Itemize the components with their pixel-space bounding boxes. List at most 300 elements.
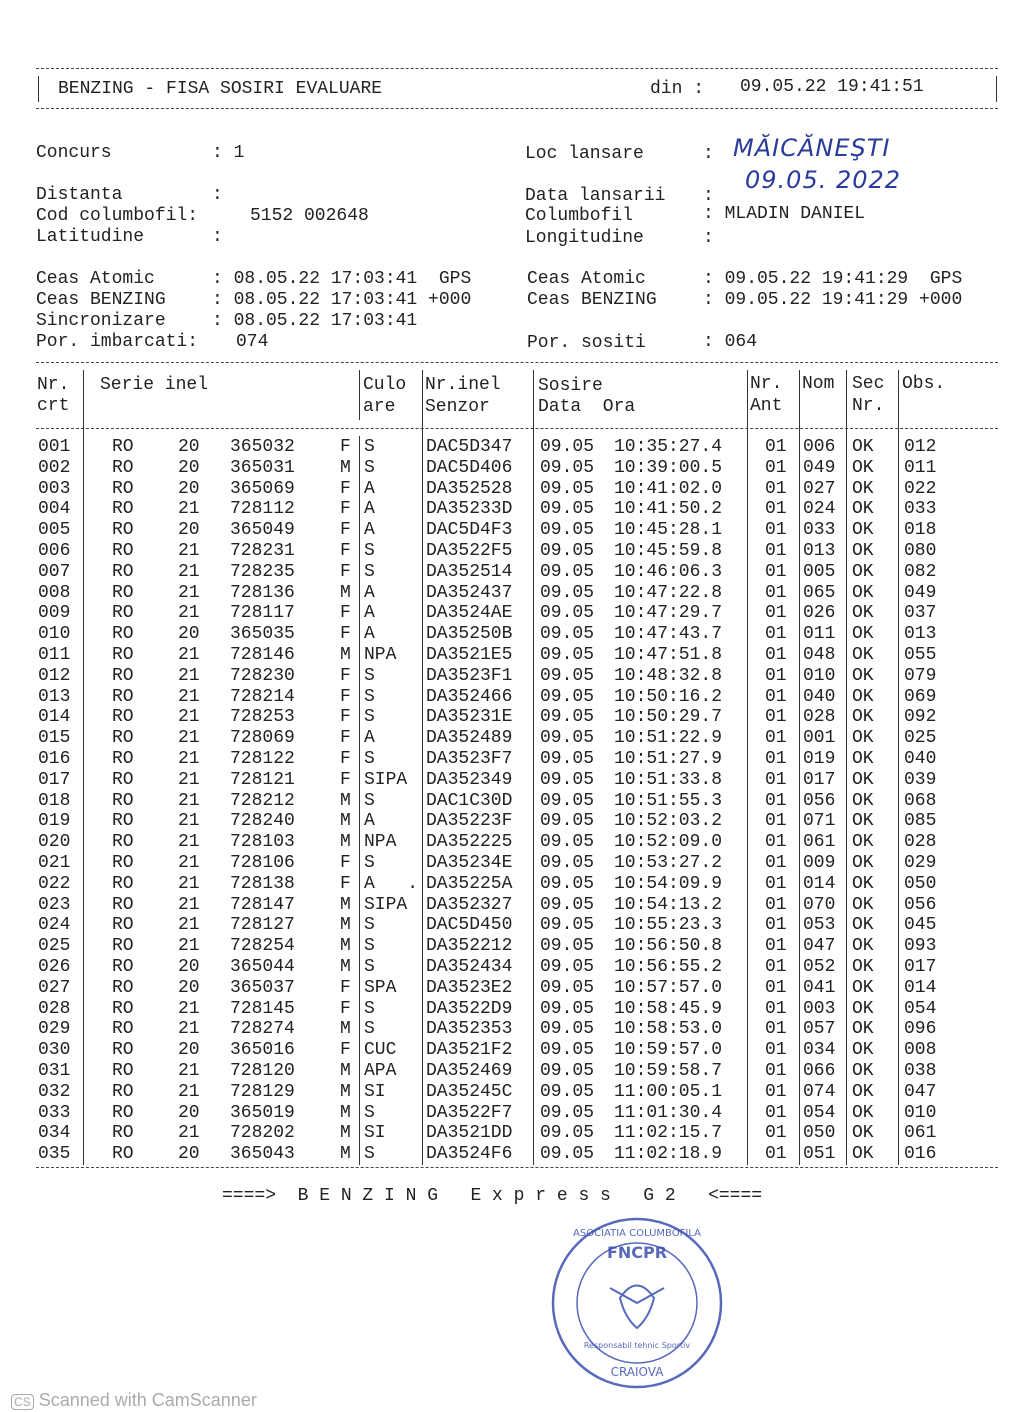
cell-date: 09.05	[540, 977, 595, 998]
cell-color: A	[364, 603, 375, 624]
cell-sex: F	[340, 998, 351, 1019]
cell-date: 09.05	[540, 582, 595, 603]
cell-date: 09.05	[540, 624, 595, 645]
cell-ring-number: 365032	[230, 437, 295, 457]
cell-date: 09.05	[540, 645, 595, 665]
cell-nr-crt: 034	[38, 1123, 71, 1144]
cell-sex: M	[340, 957, 351, 977]
cell-date: 09.05	[540, 873, 595, 894]
colon: :	[703, 228, 714, 248]
cell-sec-nr: OK	[852, 915, 874, 936]
cell-date: 09.05	[540, 499, 595, 520]
cell-nom: 010	[803, 665, 836, 686]
din-label: din :	[650, 79, 705, 99]
cell-country: RO	[112, 624, 134, 645]
cell-ring-number: 728120	[230, 1061, 295, 1081]
cell-year: 21	[178, 998, 200, 1019]
cell-time: 10:54:13.2	[614, 894, 723, 915]
cell-nr-ant: 01	[765, 1061, 787, 1081]
cell-country: RO	[112, 728, 134, 749]
header-sec: Sec	[852, 374, 885, 394]
cell-sensor-ring: DA35245C	[426, 1081, 513, 1102]
table-row	[0, 832, 1024, 853]
cell-country: RO	[112, 811, 134, 832]
cell-nr-crt: 028	[38, 998, 71, 1019]
cell-nr-ant: 01	[765, 686, 787, 707]
cell-nr-ant: 01	[765, 811, 787, 832]
cell-time: 10:55:23.3	[614, 915, 723, 936]
cell-nr-ant: 01	[765, 790, 787, 811]
cell-sec-nr: OK	[852, 1123, 874, 1144]
cell-obs: 055	[904, 645, 937, 665]
cell-nom: 061	[803, 832, 836, 853]
cell-date: 09.05	[540, 665, 595, 686]
cell-nr-crt: 035	[38, 1144, 71, 1165]
cell-year: 20	[178, 957, 200, 977]
cell-date: 09.05	[540, 541, 595, 561]
cell-sensor-ring: DA3522F5	[426, 541, 513, 561]
cell-date: 09.05	[540, 1061, 595, 1081]
cell-sensor-ring: DA352212	[426, 936, 513, 957]
latitudine-label: Latitudine	[36, 227, 145, 247]
cell-obs: 025	[904, 728, 937, 749]
cell-sensor-ring: DA3522F7	[426, 1102, 513, 1123]
cell-nr-crt: 020	[38, 832, 71, 853]
cell-sensor-ring: DA3521F2	[426, 1040, 513, 1061]
cell-nr-ant: 01	[765, 478, 787, 499]
cell-ring-number: 728129	[230, 1081, 295, 1102]
table-row	[0, 1103, 1024, 1124]
cell-sec-nr: OK	[852, 645, 874, 665]
din-value: 09.05.22 19:41:51	[740, 77, 924, 97]
cell-date: 09.05	[540, 437, 595, 457]
cell-date: 09.05	[540, 811, 595, 832]
table-row	[0, 957, 1024, 978]
cell-year: 21	[178, 561, 200, 582]
cell-nr-crt: 003	[38, 478, 71, 499]
header-nr-ant: Nr.	[750, 374, 783, 394]
cell-nr-crt: 014	[38, 707, 71, 728]
table-row	[0, 791, 1024, 812]
cell-sensor-ring: DA3521DD	[426, 1123, 513, 1144]
cell-nr-crt: 005	[38, 520, 71, 541]
cell-ring-number: 365037	[230, 977, 295, 998]
stamp-inner-text: Responsabil tehnic Sportiv	[583, 1341, 691, 1350]
cell-sensor-ring: DA35234E	[426, 853, 513, 873]
cell-year: 21	[178, 1061, 200, 1081]
cell-country: RO	[112, 1102, 134, 1123]
cell-nr-crt: 021	[38, 853, 71, 873]
cell-ring-number: 728136	[230, 582, 295, 603]
cell-time: 10:51:22.9	[614, 728, 723, 749]
cell-ring-number: 728147	[230, 894, 295, 915]
cell-sex: M	[340, 936, 351, 957]
cell-nr-ant: 01	[765, 1123, 787, 1144]
cell-color: S	[364, 957, 375, 977]
cell-country: RO	[112, 499, 134, 520]
cell-color: NPA	[364, 832, 397, 853]
cell-sensor-ring: DA352514	[426, 561, 513, 582]
cell-color: S	[364, 998, 375, 1019]
cell-country: RO	[112, 541, 134, 561]
cell-country: RO	[112, 832, 134, 853]
cell-obs: 012	[904, 437, 937, 457]
cell-sex: M	[340, 1123, 351, 1144]
cell-sex: F	[340, 728, 351, 749]
cell-nom: 054	[803, 1102, 836, 1123]
concurs-value: : 1	[212, 143, 245, 163]
cell-ring-number: 728138	[230, 873, 295, 894]
cell-year: 21	[178, 853, 200, 873]
cell-time: 10:47:51.8	[614, 645, 723, 665]
cell-time: 10:51:33.8	[614, 769, 723, 790]
cell-ring-number: 365031	[230, 457, 295, 478]
cell-year: 21	[178, 749, 200, 769]
cell-nr-crt: 030	[38, 1040, 71, 1061]
cell-time: 10:51:55.3	[614, 790, 723, 811]
cell-sex: M	[340, 1019, 351, 1040]
cell-obs: 033	[904, 499, 937, 520]
cell-nr-ant: 01	[765, 582, 787, 603]
cell-nr-ant: 01	[765, 1040, 787, 1061]
table-row	[0, 915, 1024, 936]
header-border-left	[38, 76, 39, 102]
cell-country: RO	[112, 769, 134, 790]
cell-sec-nr: OK	[852, 1019, 874, 1040]
cell-nr-ant: 01	[765, 728, 787, 749]
cell-time: 10:52:09.0	[614, 832, 723, 853]
cell-year: 21	[178, 645, 200, 665]
cell-ring-number: 365019	[230, 1102, 295, 1123]
stamp-seal	[540, 1208, 740, 1398]
cell-time: 10:59:57.0	[614, 1040, 723, 1061]
cell-year: 21	[178, 1123, 200, 1144]
table-row	[0, 1040, 1024, 1061]
cell-ring-number: 728106	[230, 853, 295, 873]
cell-sec-nr: OK	[852, 541, 874, 561]
cell-country: RO	[112, 1061, 134, 1081]
cell-sensor-ring: DA352437	[426, 582, 513, 603]
cell-nom: 071	[803, 811, 836, 832]
cell-sex: F	[340, 520, 351, 541]
table-rule-top	[36, 362, 998, 363]
cell-time: 10:47:22.8	[614, 582, 723, 603]
cell-nom: 040	[803, 686, 836, 707]
concurs-label: Concurs	[36, 143, 112, 163]
cell-time: 10:47:29.7	[614, 603, 723, 624]
header-crt: crt	[37, 396, 70, 416]
cell-date: 09.05	[540, 790, 595, 811]
cell-date: 09.05	[540, 728, 595, 749]
cell-sex: F	[340, 541, 351, 561]
cell-color: SI	[364, 1081, 386, 1102]
cell-sec-nr: OK	[852, 582, 874, 603]
camscanner-logo-icon: CS	[11, 1394, 34, 1410]
cell-sec-nr: OK	[852, 894, 874, 915]
cell-sex: M	[340, 1081, 351, 1102]
cell-date: 09.05	[540, 603, 595, 624]
cell-time: 10:39:00.5	[614, 457, 723, 478]
cell-year: 20	[178, 977, 200, 998]
colon: :	[212, 185, 223, 205]
cell-color: SI	[364, 1123, 386, 1144]
cell-color: S	[364, 915, 375, 936]
cell-sensor-ring: DA352353	[426, 1019, 513, 1040]
ceas-atomic-left-label: Ceas Atomic	[36, 269, 155, 289]
header-nr-inel: Nr.inel	[425, 375, 501, 395]
cell-sensor-ring: DA352434	[426, 957, 513, 977]
table-row	[0, 645, 1024, 666]
cell-date: 09.05	[540, 561, 595, 582]
cell-sex: M	[340, 790, 351, 811]
cell-year: 21	[178, 665, 200, 686]
cell-ring-number: 728253	[230, 707, 295, 728]
cell-sex: F	[340, 499, 351, 520]
cell-nr-crt: 019	[38, 811, 71, 832]
cell-color: A	[364, 728, 375, 749]
cell-nom: 041	[803, 977, 836, 998]
table-row	[0, 583, 1024, 604]
cell-obs: 054	[904, 998, 937, 1019]
cell-date: 09.05	[540, 769, 595, 790]
table-row	[0, 479, 1024, 500]
cell-obs: 028	[904, 832, 937, 853]
cell-country: RO	[112, 790, 134, 811]
table-row	[0, 687, 1024, 708]
header-nom: Nom	[802, 374, 835, 394]
cell-obs: 068	[904, 790, 937, 811]
cell-time: 10:56:50.8	[614, 936, 723, 957]
cell-nr-crt: 022	[38, 873, 71, 894]
cell-obs: 018	[904, 520, 937, 541]
cell-sensor-ring: DA35250B	[426, 624, 513, 645]
cell-sec-nr: OK	[852, 936, 874, 957]
cell-date: 09.05	[540, 520, 595, 541]
cell-country: RO	[112, 915, 134, 936]
cell-obs: 080	[904, 541, 937, 561]
cell-time: 10:50:29.7	[614, 707, 723, 728]
cell-nr-crt: 033	[38, 1102, 71, 1123]
cell-color: S	[364, 457, 375, 478]
cell-nr-ant: 01	[765, 665, 787, 686]
cell-nom: 066	[803, 1061, 836, 1081]
cell-ring-number: 728146	[230, 645, 295, 665]
cell-sex: F	[340, 437, 351, 457]
cell-nr-crt: 004	[38, 499, 71, 520]
cell-sensor-ring: DAC5D347	[426, 437, 513, 457]
cell-obs: 013	[904, 624, 937, 645]
cell-year: 21	[178, 790, 200, 811]
cell-sensor-ring: DA3522D9	[426, 998, 513, 1019]
table-row	[0, 1061, 1024, 1082]
cell-color: S	[364, 665, 375, 686]
cell-sec-nr: OK	[852, 520, 874, 541]
cell-ring-number: 728103	[230, 832, 295, 853]
cell-sec-nr: OK	[852, 1081, 874, 1102]
cell-year: 21	[178, 873, 200, 894]
cell-sex: M	[340, 1144, 351, 1165]
cell-sensor-ring: DA352327	[426, 894, 513, 915]
cell-time: 10:59:58.7	[614, 1061, 723, 1081]
cell-country: RO	[112, 603, 134, 624]
cell-sensor-ring: DA352349	[426, 769, 513, 790]
table-row	[0, 458, 1024, 479]
cell-country: RO	[112, 977, 134, 998]
cell-nr-ant: 01	[765, 873, 787, 894]
cell-nom: 006	[803, 437, 836, 457]
cell-time: 10:53:27.2	[614, 853, 723, 873]
cell-nr-crt: 012	[38, 665, 71, 686]
cell-date: 09.05	[540, 1123, 595, 1144]
cell-nom: 051	[803, 1144, 836, 1165]
cell-obs: 082	[904, 561, 937, 582]
cell-nr-ant: 01	[765, 936, 787, 957]
cell-ring-number: 728231	[230, 541, 295, 561]
cell-nom: 013	[803, 541, 836, 561]
cell-ring-number: 365044	[230, 957, 295, 977]
table-row	[0, 562, 1024, 583]
cell-nr-crt: 032	[38, 1081, 71, 1102]
cell-country: RO	[112, 1123, 134, 1144]
ceas-atomic-right-value: : 09.05.22 19:41:29 GPS	[703, 269, 963, 289]
table-rule-bottom	[36, 1167, 998, 1168]
cell-year: 20	[178, 1102, 200, 1123]
cell-nr-ant: 01	[765, 520, 787, 541]
cell-obs: 050	[904, 873, 937, 894]
cell-color: CUC	[364, 1040, 397, 1061]
cell-ring-number: 365069	[230, 478, 295, 499]
cell-sec-nr: OK	[852, 1102, 874, 1123]
cell-sensor-ring: DA35233D	[426, 499, 513, 520]
cell-country: RO	[112, 998, 134, 1019]
data-lansarii-label: Data lansarii	[525, 186, 666, 206]
cell-nr-ant: 01	[765, 853, 787, 873]
cell-color: S	[364, 1144, 375, 1165]
header-border-top	[36, 68, 998, 69]
cell-year: 21	[178, 915, 200, 936]
cell-sensor-ring: DA3523E2	[426, 977, 513, 998]
cell-nom: 027	[803, 478, 836, 499]
cell-sec-nr: OK	[852, 1061, 874, 1081]
cell-year: 20	[178, 457, 200, 478]
table-row	[0, 541, 1024, 562]
cell-nr-ant: 01	[765, 1019, 787, 1040]
cell-date: 09.05	[540, 1040, 595, 1061]
header-serie-inel: Serie inel	[100, 375, 209, 395]
table-row	[0, 666, 1024, 687]
cell-sex: M	[340, 1102, 351, 1123]
cell-time: 11:02:18.9	[614, 1144, 723, 1165]
cell-time: 10:45:59.8	[614, 541, 723, 561]
cell-date: 09.05	[540, 686, 595, 707]
cell-date: 09.05	[540, 1102, 595, 1123]
cell-color: S	[364, 1019, 375, 1040]
cell-color: S	[364, 1102, 375, 1123]
cell-color: APA	[364, 1061, 397, 1081]
cell-nr-crt: 029	[38, 1019, 71, 1040]
cell-obs: 029	[904, 853, 937, 873]
cell-nr-crt: 027	[38, 977, 71, 998]
cell-obs: 045	[904, 915, 937, 936]
cell-nr-ant: 01	[765, 1081, 787, 1102]
cell-obs: 040	[904, 749, 937, 769]
cell-sex: M	[340, 457, 351, 478]
cell-year: 20	[178, 520, 200, 541]
cell-sensor-ring: DA3523F1	[426, 665, 513, 686]
cell-date: 09.05	[540, 894, 595, 915]
header-ant: Ant	[750, 396, 783, 416]
table-row	[0, 770, 1024, 791]
cell-nr-ant: 01	[765, 1102, 787, 1123]
cell-year: 21	[178, 811, 200, 832]
cell-date: 09.05	[540, 915, 595, 936]
cell-country: RO	[112, 478, 134, 499]
cell-color: S	[364, 541, 375, 561]
cell-sec-nr: OK	[852, 457, 874, 478]
cell-nr-ant: 01	[765, 1144, 787, 1165]
cell-sex: M	[340, 645, 351, 665]
por-sositi-value: : 064	[703, 332, 758, 352]
cell-nom: 048	[803, 645, 836, 665]
cell-time: 10:57:57.0	[614, 977, 723, 998]
cell-nr-crt: 016	[38, 749, 71, 769]
cell-sex: M	[340, 1061, 351, 1081]
cell-year: 20	[178, 1144, 200, 1165]
cell-time: 10:51:27.9	[614, 749, 723, 769]
cell-sec-nr: OK	[852, 749, 874, 769]
cell-time: 10:45:28.1	[614, 520, 723, 541]
cell-sensor-ring: DAC1C30D	[426, 790, 513, 811]
cell-nom: 011	[803, 624, 836, 645]
cell-ring-number: 728235	[230, 561, 295, 582]
cell-country: RO	[112, 1019, 134, 1040]
cell-country: RO	[112, 520, 134, 541]
cell-obs: 014	[904, 977, 937, 998]
cell-sec-nr: OK	[852, 1144, 874, 1165]
cell-sensor-ring: DAC5D450	[426, 915, 513, 936]
table-rule-header	[36, 428, 998, 429]
cell-date: 09.05	[540, 707, 595, 728]
cell-color: S	[364, 936, 375, 957]
por-imbarcati-label: Por. imbarcati:	[36, 332, 199, 352]
header-data-ora: Data Ora	[538, 397, 636, 417]
cell-year: 21	[178, 541, 200, 561]
cell-sex: F	[340, 977, 351, 998]
columbofil-value: : MLADIN DANIEL	[703, 204, 866, 224]
cell-obs: 038	[904, 1061, 937, 1081]
cell-sex: F	[340, 769, 351, 790]
data-lansarii-handwritten: 09.05. 2022	[745, 166, 902, 194]
camscanner-watermark	[6, 1370, 257, 1412]
cell-nom: 024	[803, 499, 836, 520]
cell-sec-nr: OK	[852, 790, 874, 811]
cell-color: S	[364, 853, 375, 873]
cell-date: 09.05	[540, 853, 595, 873]
cell-nr-crt: 013	[38, 686, 71, 707]
cell-date: 09.05	[540, 749, 595, 769]
cell-color: S	[364, 561, 375, 582]
cell-obs: 017	[904, 957, 937, 977]
cell-year: 21	[178, 936, 200, 957]
table-row	[0, 749, 1024, 770]
cell-nom: 009	[803, 853, 836, 873]
cell-date: 09.05	[540, 1019, 595, 1040]
cell-country: RO	[112, 894, 134, 915]
sincronizare-value: : 08.05.22 17:03:41	[212, 311, 418, 331]
cell-sex: F	[340, 561, 351, 582]
table-row	[0, 853, 1024, 874]
cell-color: A	[364, 624, 375, 645]
